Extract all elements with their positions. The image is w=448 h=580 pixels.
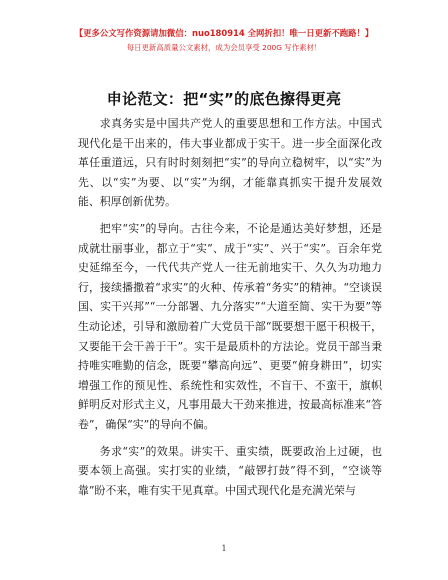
document-body bbox=[78, 114, 382, 507]
promo-banner-line-1: 【更多公文写作资源请加微信：nuo180914 全网折扣！唯一日更新不跑路！】 bbox=[74, 28, 374, 38]
document-title: 申论范文：把“实”的底色擦得更亮 bbox=[106, 90, 342, 108]
page-number: 1 bbox=[221, 544, 227, 553]
paragraph-1: 求真务实是中国共产党人的重要思想和工作方法。中国式现代化是干出来的，伟大事业都成于实干。进一步全面深化改革任重道远，只有时时刻刻把“实”的导向立稳树牢，以“实”为先、以“实”为要、以“实”为纲，才能靠真抓实干提升发展效能、积厚创新优势。 bbox=[78, 117, 382, 209]
paragraph-2: 把牢“实”的导向。古往今来，不论是通达美好梦想，还是成就壮丽事业，都立于“实”、成于“实”、兴于“实”。百余年党史延绵至今，一代代共产党人一往无前地实干、久久为功地力行，接续播撒着“求实”的火种、传承着“务实”的精神。“空谈误国、实干兴邦”“一分部署、九分落实”“大道至简、实干为要”等生动论述，引导和激励着广大党员干部“既要想干愿干积极干，又要能干会干善于干”。实干是最质朴的方法论。党员干部当秉持唯实唯勤的信念，既要“攀高向远”、更要“俯身耕田”，切实增强工作的预见性、系统性和实效性，不盲干、不蛮干，旗帜鲜明反对形式主义，凡事用最大干劲来推进，按最高标准来“答卷”，确保“实”的导向不偏。 bbox=[78, 221, 382, 431]
promo-banner-line-2: 每日更新高质量公文素材，成为会员享受 200G 写作素材！ bbox=[126, 43, 322, 52]
paragraph-3: 务求“实”的效果。讲实干、重实绩，既要政治上过硬，也要本领上高强。实打实的业绩，“敲锣打鼓”得不到，“空谈等靠”盼不来，唯有实干见真章。中国式现代化是充满光荣与 bbox=[78, 444, 382, 497]
